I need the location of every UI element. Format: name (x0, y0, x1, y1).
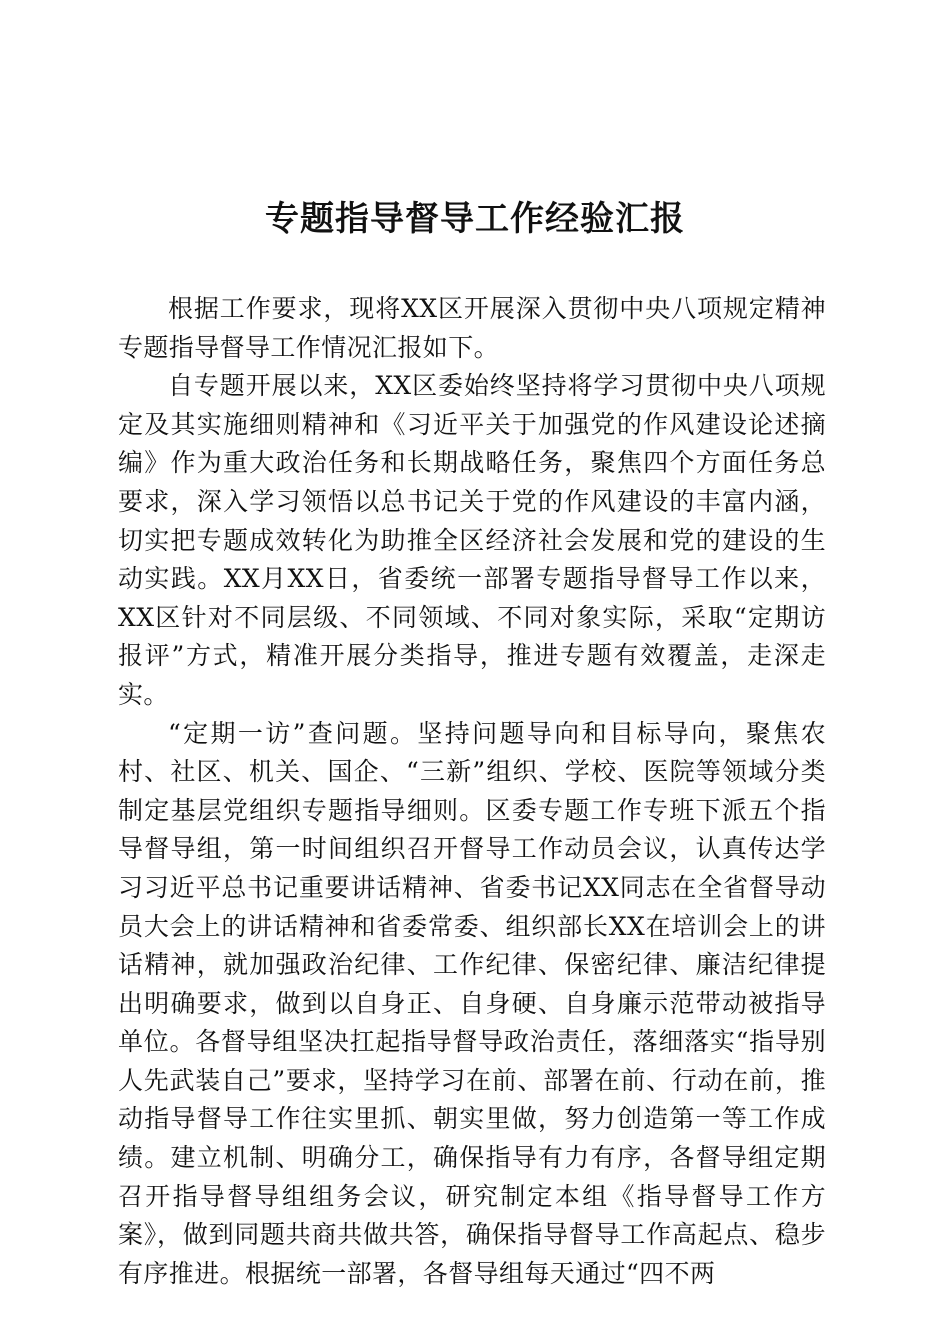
paragraph-regular-visit: “定期一访”查问题。坚持问题导向和目标导向，聚焦农村、社区、机关、国企、“三新”组织、学校、医院等领域分类制定基层党组织专题指导细则。区委专题工作专班下派五个指导督导组，第一时间组织召开督导工作动员会议，认真传达学习习近平总书记重要讲话精神、省委书记XX同志在全省督导动员大会上的讲话精神和省委常委、组织部长XX在培训会上的讲话精神，就加强政治纪律、工作纪律、保密纪律、廉洁纪律提出明确要求，做到以自身正、自身硬、自身廉示范带动被指导单位。各督导组坚决扛起指导督导政治责任，落细落实“指导别人先武装自己”要求，坚持学习在前、部署在前、行动在前，推动指导督导工作往实里抓、朝实里做，努力创造第一等工作成绩。建立机制、明确分工，确保指导有力有序，各督导组定期召开指导督导组组务会议，研究制定本组《指导督导工作方案》，做到同题共商共做共答，确保指导督导工作高起点、稳步有序推进。根据统一部署，各督导组每天通过“四不两 (118, 718, 826, 1288)
document-body (118, 290, 826, 1293)
paragraph-overview: 自专题开展以来，XX区委始终坚持将学习贯彻中央八项规定及其实施细则精神和《习近平关于加强党的作风建设论述摘编》作为重大政治任务和长期战略任务，聚焦四个方面任务总要求，深入学习领悟以总书记关于党的作风建设的丰富内涵，切实把专题成效转化为助推全区经济社会发展和党的建设的生动实践。XX月XX日，省委统一部署专题指导督导工作以来，XX区针对不同层级、不同领域、不同对象实际，采取“定期访报评”方式，精准开展分类指导，推进专题有效覆盖，走深走实。 (118, 371, 826, 709)
paragraph-intro: 根据工作要求，现将XX区开展深入贯彻中央八项规定精神专题指导督导工作情况汇报如下。 (118, 294, 826, 362)
document-title: 专题指导督导工作经验汇报 (265, 199, 685, 239)
